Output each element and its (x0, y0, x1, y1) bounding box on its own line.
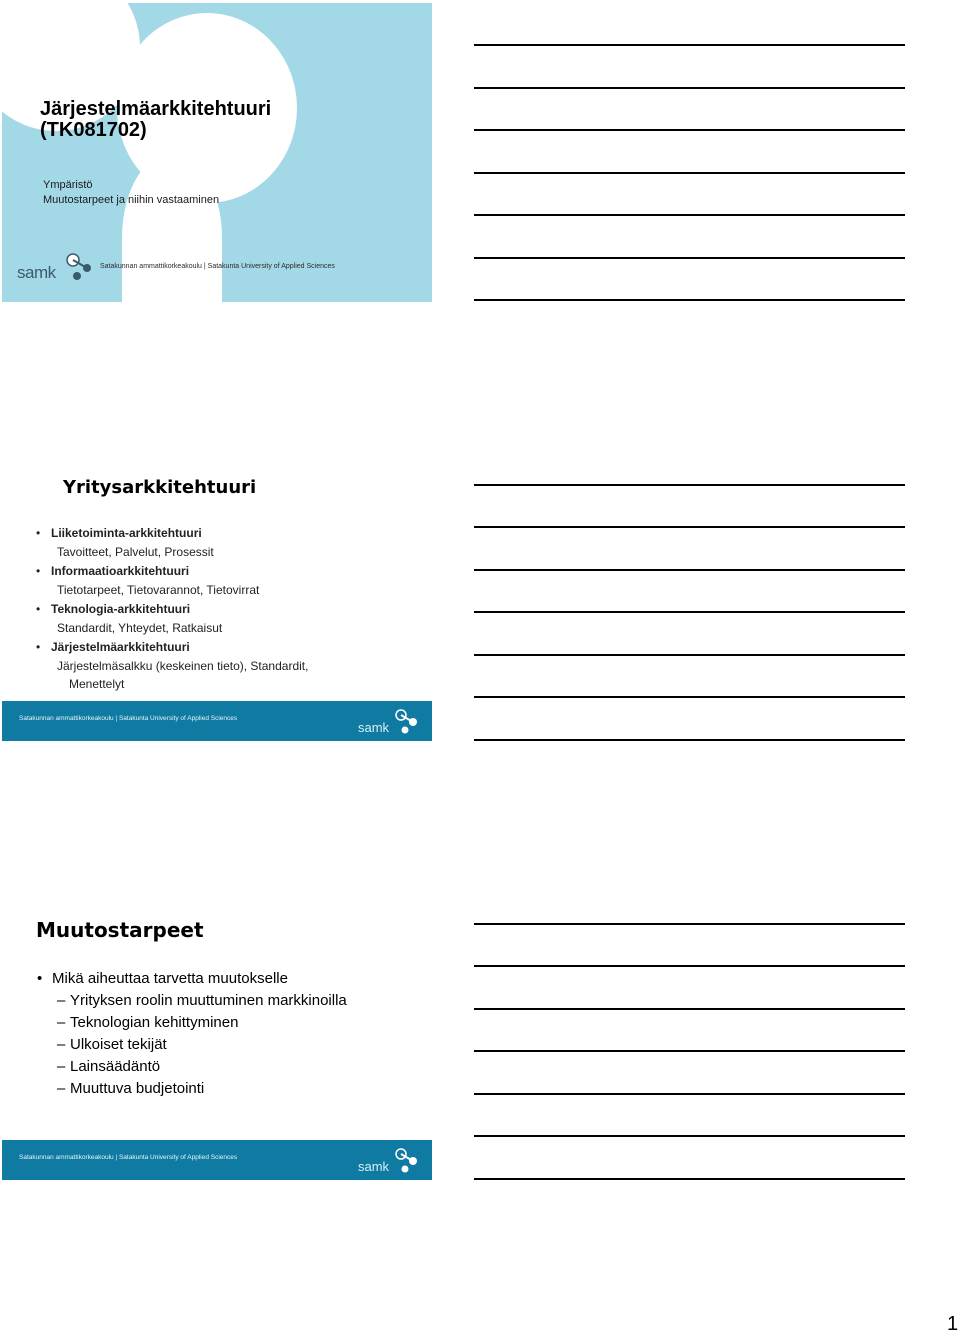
note-line (474, 1093, 905, 1095)
note-line (474, 1008, 905, 1010)
note-line (474, 611, 905, 613)
samk-logo-text: samk (17, 263, 56, 282)
slide-subtitle: Ympäristö Muutostarpeet ja niihin vastaaminen (43, 179, 220, 206)
note-line (474, 1178, 905, 1180)
samk-logo-icon (57, 250, 97, 282)
list-item-detail: Tavoitteet, Palvelut, Prosessit (57, 545, 214, 559)
note-line (474, 129, 905, 131)
slide-title: Järjestelmäarkkitehtuuri (TK081702) (40, 98, 272, 141)
list-subitem: – Ulkoiset tekijät (57, 1036, 167, 1053)
note-line (474, 44, 905, 46)
footer-bar (2, 701, 432, 741)
samk-logo-icon (391, 706, 423, 736)
note-line (474, 923, 905, 925)
slide-1-title (2, 3, 432, 302)
page-number: 1 (947, 1313, 959, 1335)
footer-text: Satakunnan ammattikorkeakoulu | Satakunta University of Applied Sciences (19, 715, 238, 722)
footer-text: Satakunnan ammattikorkeakoulu | Satakunta University of Applied Sciences (19, 1154, 238, 1161)
list-subitem: – Teknologian kehittyminen (57, 1014, 239, 1031)
slide-title: Yritysarkkitehtuuri (63, 477, 257, 498)
samk-logo-text: samk (358, 1159, 390, 1174)
note-line (474, 299, 905, 301)
note-line (474, 696, 905, 698)
list-item: • Informaatioarkkitehtuuri (36, 562, 308, 581)
list-subitem: – Yrityksen roolin muuttuminen markkinoilla (57, 992, 347, 1009)
footer-text: Satakunnan ammattikorkeakoulu | Satakunta University of Applied Sciences (100, 263, 335, 270)
note-line (474, 484, 905, 486)
bullet-list (36, 524, 308, 693)
list-item: • Liiketoiminta-arkkitehtuuri (36, 524, 308, 543)
list-item: • Mikä aiheuttaa tarvetta muutokselle (37, 968, 347, 990)
samk-logo-icon (391, 1145, 423, 1175)
list-subitem: – Lainsäädäntö (57, 1058, 161, 1075)
note-line (474, 1135, 905, 1137)
list-item-detail: Menettelyt (69, 677, 125, 691)
list-item-detail: Standardit, Yhteydet, Ratkaisut (57, 621, 223, 635)
note-line (474, 569, 905, 571)
note-line (474, 257, 905, 259)
list-item-detail: Tietotarpeet, Tietovarannot, Tietovirrat (57, 583, 260, 597)
note-line (474, 87, 905, 89)
note-line (474, 654, 905, 656)
note-line (474, 172, 905, 174)
list-item: • Teknologia-arkkitehtuuri (36, 600, 308, 619)
list-item-detail: Järjestelmäsalkku (keskeinen tieto), Standardit, (57, 659, 309, 673)
footer-bar (2, 1140, 432, 1180)
note-line (474, 526, 905, 528)
bullet-list (37, 968, 347, 1100)
note-line (474, 965, 905, 967)
slide-title: Muutostarpeet (36, 918, 204, 942)
list-item: • Järjestelmäarkkitehtuuri (36, 638, 308, 657)
note-line (474, 1050, 905, 1052)
samk-logo-text: samk (358, 720, 390, 735)
note-line (474, 214, 905, 216)
list-subitem: – Muuttuva budjetointi (57, 1080, 205, 1097)
note-line (474, 739, 905, 741)
